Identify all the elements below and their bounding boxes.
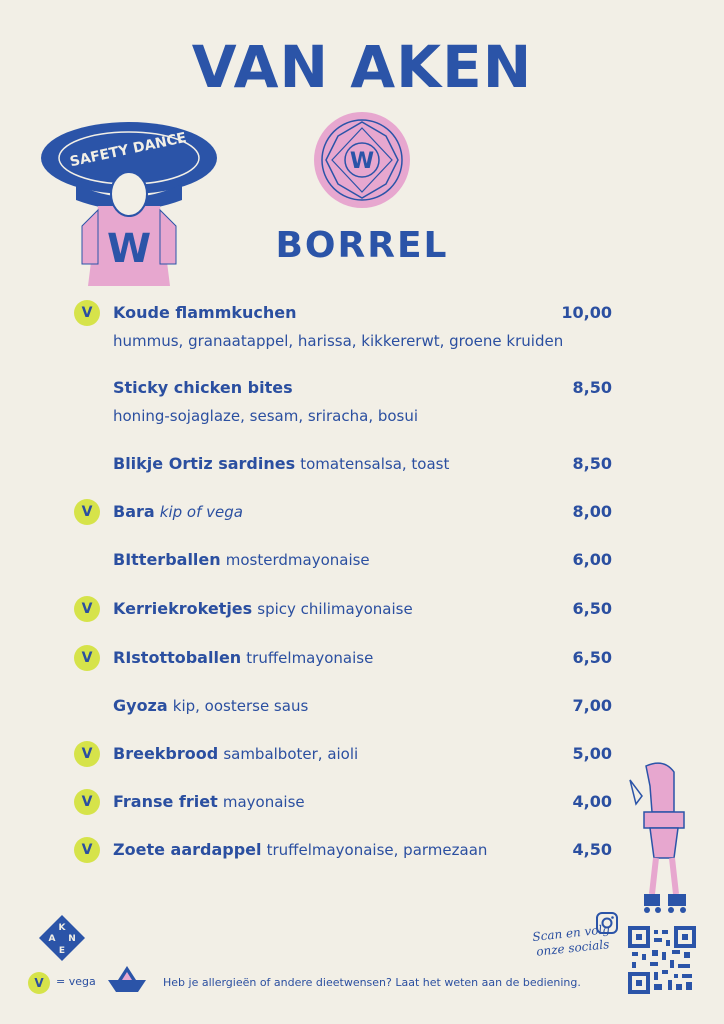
menu-item-name: BItterballen mosterdmayonaise <box>113 550 370 569</box>
menu-item-name: Bara kip of vega <box>113 502 243 521</box>
menu-item-name: Sticky chicken bites <box>113 378 293 397</box>
menu-item-price: 7,00 <box>572 696 612 715</box>
menu-item-name: Kerriekroketjes spicy chilimayonaise <box>113 599 413 618</box>
page-title: VAN AKEN <box>191 33 533 101</box>
svg-text:N: N <box>68 934 76 944</box>
shirt-letter: W <box>106 226 152 272</box>
menu-item-description: hummus, granaatappel, harissa, kikkererwt, groene kruiden <box>113 332 564 350</box>
vega-legend-badge: V <box>28 972 50 994</box>
qr-code[interactable] <box>628 926 696 994</box>
menu-item-price: 4,50 <box>572 840 612 859</box>
svg-text:A: A <box>48 934 56 944</box>
menu-item-name: Zoete aardappel truffelmayonaise, parmezaan <box>113 840 488 859</box>
menu-item-name: Gyoza kip, oosterse saus <box>113 696 309 715</box>
scan-socials-text: Scan en volg onze socials <box>531 922 611 959</box>
vega-badge: V <box>74 789 100 815</box>
menu-item-name: Blikje Ortiz sardines tomatensalsa, toast <box>113 454 450 473</box>
hat-text: SAFETY DANCE <box>68 129 188 171</box>
seal-letter: W <box>349 149 375 174</box>
menu-item-price: 6,50 <box>572 599 612 618</box>
menu-subtitle: BORREL <box>275 225 449 266</box>
paper-boat-icon <box>106 964 148 994</box>
vega-badge: V <box>74 645 100 671</box>
menu-item-price: 4,00 <box>572 792 612 811</box>
vega-badge: V <box>74 499 100 525</box>
menu-item-description: honing-sojaglaze, sesam, sriracha, bosui <box>113 407 419 425</box>
menu-item-price: 6,00 <box>572 550 612 569</box>
menu-item-price: 8,50 <box>572 454 612 473</box>
cactus-illustration <box>628 760 698 920</box>
menu-item-name: Breekbrood sambalboter, aioli <box>113 744 359 763</box>
menu-item-price: 8,50 <box>572 378 612 397</box>
menu-item-price: 10,00 <box>561 303 612 322</box>
vega-badge: V <box>74 300 100 326</box>
menu-item-price: 5,00 <box>572 744 612 763</box>
vega-badge: V <box>74 837 100 863</box>
vega-badge: V <box>74 741 100 767</box>
menu-item-price: 8,00 <box>572 502 612 521</box>
vega-legend-label: = vega <box>56 975 96 988</box>
menu-item-name: RIstottoballen truffelmayonaise <box>113 648 374 667</box>
menu-item-price: 6,50 <box>572 648 612 667</box>
vega-badge: V <box>74 596 100 622</box>
seal-logo <box>312 110 412 210</box>
svg-text:K: K <box>58 923 66 933</box>
svg-text:E: E <box>58 946 66 956</box>
kane-logo <box>38 914 86 962</box>
allergy-note: Heb je allergieën of andere dieetwensen? Laat het weten aan de bediening. <box>163 976 581 989</box>
menu-item-name: Franse friet mayonaise <box>113 792 305 811</box>
menu-item-name: Koude flammkuchen <box>113 303 297 322</box>
